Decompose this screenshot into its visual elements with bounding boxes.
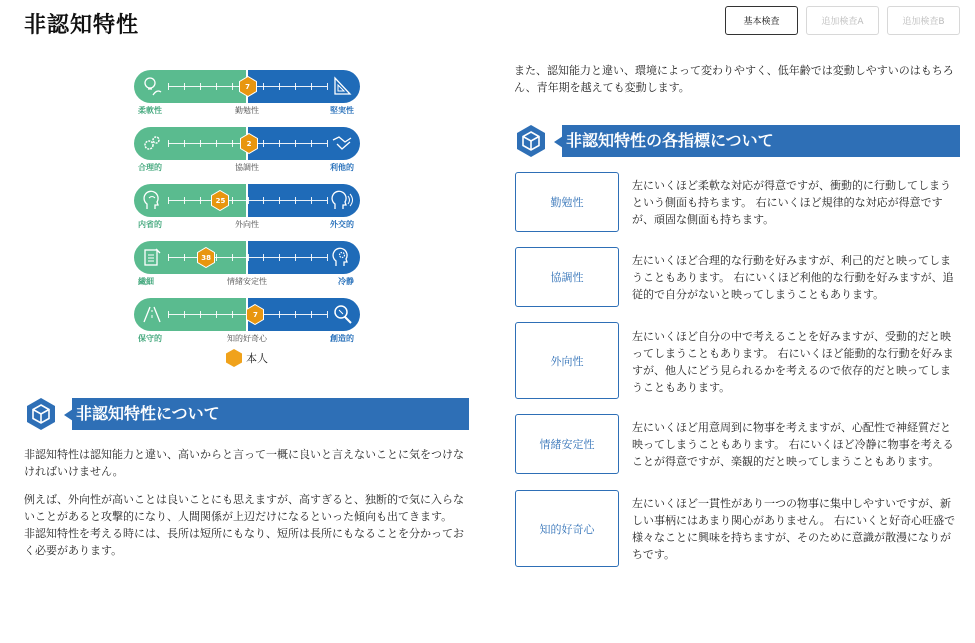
scale-left-label: 合理的 — [138, 163, 162, 172]
score-marker — [197, 247, 215, 268]
score-value: 7 — [245, 82, 250, 91]
scale-tick — [279, 311, 280, 318]
clipboard-checklist-icon — [141, 246, 163, 268]
scale-tick — [200, 140, 201, 147]
scale-tick — [295, 140, 296, 147]
scale-name: 情緒安定性 — [227, 277, 267, 286]
score-marker — [246, 304, 264, 325]
speaking-head-icon — [331, 189, 353, 211]
scale-tick — [327, 140, 328, 147]
page-title: 非認知特性 — [24, 13, 140, 38]
scale-tick — [263, 140, 264, 147]
cube-icon — [514, 124, 548, 158]
scale-tick — [311, 83, 312, 90]
scale-tick — [200, 197, 201, 204]
scale-tick — [216, 83, 217, 90]
scale-tick — [200, 83, 201, 90]
scale-tick — [279, 140, 280, 147]
scale-bar — [134, 298, 360, 331]
scale-tick — [327, 197, 328, 204]
about-paragraph-1: 非認知特性は認知能力と違い、高いからと言って一概に良いと言えないことに気をつけなければいけません。 — [24, 448, 464, 478]
scale-tick — [327, 311, 328, 318]
hexagon-marker-icon — [226, 349, 242, 367]
lightbulb-person-icon — [141, 75, 163, 97]
scale-right-label: 利他的 — [330, 163, 354, 172]
score-marker — [211, 190, 229, 211]
scale-name: 知的好奇心 — [227, 334, 267, 343]
scale-tick — [248, 197, 249, 204]
tab-additional-exam-b[interactable]: 追加検査B — [887, 6, 960, 35]
scale-tick — [216, 311, 217, 318]
index-label-intellectual-curiosity: 知的好奇心 — [515, 490, 619, 567]
scale-left-label: 繊細 — [138, 277, 154, 286]
about-paragraph-3: 非認知特性を考える時には、長所は短所にもなり、短所は長所にもなることを分かっておく必要があります。 — [24, 527, 464, 557]
scale-tick — [184, 83, 185, 90]
scale-bar — [134, 70, 360, 103]
scale-name: 協調性 — [235, 163, 259, 172]
cube-icon — [24, 397, 58, 431]
score-value: 25 — [215, 196, 226, 205]
scale-row — [134, 184, 362, 241]
intro-text: また、認知能力と違い、環境によって変わりやすく、低年齢では変動しやすいのはもちろん、青年期を越えても変動します。 — [514, 64, 954, 94]
scale-bar — [134, 127, 360, 160]
handshake-icon — [331, 132, 353, 154]
scale-tick — [295, 83, 296, 90]
scale-row — [134, 241, 362, 298]
scale-row — [134, 70, 362, 127]
scale-tick — [295, 254, 296, 261]
scale-tick — [295, 197, 296, 204]
score-marker — [239, 76, 257, 97]
about-section-header — [24, 397, 469, 431]
scale-tick — [311, 197, 312, 204]
scale-tick — [184, 197, 185, 204]
scale-left-label: 保守的 — [138, 334, 162, 343]
scale-tick — [232, 197, 233, 204]
score-value: 38 — [201, 253, 212, 262]
about-paragraph-2: 例えば、外向性が高いことは良いことにも思えますが、高すぎると、独断的で気に入らないことがあると攻撃的になり、人間関係が上辺だけになるといった傾向も出てきます。 — [24, 493, 464, 523]
scale-tick — [311, 311, 312, 318]
scale-tick — [184, 140, 185, 147]
scale-left-label: 柔軟性 — [138, 106, 162, 115]
scale-tick — [232, 83, 233, 90]
scale-tick — [184, 311, 185, 318]
about-section-title: 非認知特性について — [76, 404, 220, 423]
scale-tick — [263, 254, 264, 261]
gears-icon — [141, 132, 163, 154]
index-label-emotional-stability: 情緒安定性 — [515, 414, 619, 474]
scale-tick — [216, 254, 217, 261]
head-profile-icon — [141, 189, 163, 211]
scale-tick — [232, 140, 233, 147]
score-value: 7 — [253, 310, 258, 319]
head-gear-icon — [331, 246, 353, 268]
scale-tick — [263, 197, 264, 204]
scale-tick — [232, 254, 233, 261]
tab-additional-exam-a[interactable]: 追加検査A — [806, 6, 879, 35]
ruler-triangle-icon — [331, 75, 353, 97]
exam-tabs — [725, 6, 960, 35]
trait-scales — [134, 70, 362, 355]
index-label-extraversion: 外向性 — [515, 322, 619, 399]
scale-bar — [134, 241, 360, 274]
about-text — [24, 446, 470, 559]
index-label-cooperativeness: 協調性 — [515, 247, 619, 307]
scale-tick — [168, 197, 169, 204]
score-value: 2 — [246, 139, 252, 148]
scale-tick — [200, 311, 201, 318]
scale-tick — [168, 254, 169, 261]
scale-row — [134, 127, 362, 184]
scale-tick — [263, 83, 264, 90]
scale-right-label: 冷静 — [338, 277, 354, 286]
scale-name: 外向性 — [235, 220, 259, 229]
scale-row — [134, 298, 362, 355]
scale-name: 勤勉性 — [235, 106, 259, 115]
scale-tick — [311, 254, 312, 261]
scale-tick — [168, 140, 169, 147]
scale-bar — [134, 184, 360, 217]
index-desc-diligence: 左にいくほど柔軟な対応が得意ですが、衝動的に行動してしまうという側面も持ちます。 右にいくほど規律的な対応が得意ですが、頑固な側面も持ちます。 — [632, 179, 951, 226]
index-desc-cooperativeness: 左にいくほど合理的な行動を好みますが、利己的だと映ってしまうこともあります。 右にいくほど利他的な行動を好みますが、追従的で自分がないと映ってしまうこともあります。 — [632, 254, 954, 301]
scale-tick — [216, 140, 217, 147]
scale-right-label: 創造的 — [330, 334, 354, 343]
scale-tick — [248, 254, 249, 261]
scale-tick — [327, 254, 328, 261]
indices-section-title: 非認知特性の各指標について — [566, 131, 774, 150]
scale-right-label: 堅実性 — [330, 106, 354, 115]
tab-basic-exam[interactable]: 基本検査 — [725, 6, 798, 35]
index-label-diligence: 勤勉性 — [515, 172, 619, 232]
scale-tick — [184, 254, 185, 261]
scale-tick — [168, 83, 169, 90]
score-marker — [240, 133, 258, 154]
index-desc-intellectual-curiosity: 左にいくほど一貫性があり一つの物事に集中しやすいですが、新しい事柄にはあまり関心がありません。 右にいくと好奇心旺盛で様々なことに興味を持ちますが、そのために意識が散漫になりがちです。 — [632, 497, 956, 561]
scale-left-label: 内省的 — [138, 220, 162, 229]
index-desc-emotional-stability: 左にいくほど用意周到に物事を考えますが、心配性で神経質だと映ってしまうこともあります。 右にいくほど冷静に物事を考えることが得意ですが、楽観的だと映ってしまうこともあります。 — [632, 421, 954, 468]
scale-tick — [279, 254, 280, 261]
scale-tick — [232, 311, 233, 318]
road-icon — [141, 303, 163, 325]
scale-tick — [311, 140, 312, 147]
scale-tick — [168, 311, 169, 318]
indices-section-header — [514, 124, 960, 158]
legend — [226, 349, 268, 367]
magnifier-icon — [331, 303, 353, 325]
scale-tick — [279, 83, 280, 90]
scale-tick — [279, 197, 280, 204]
index-desc-extraversion: 左にいくほど自分の中で考えることを好みますが、受動的だと映ってしまうこともあります。 右にいくほど能動的な行動を好みますが、他人にどう見られるかを考えるので依存的だと映ってしまうこともあります。 — [632, 330, 954, 394]
scale-tick — [327, 83, 328, 90]
legend-label: 本人 — [246, 352, 268, 365]
scale-right-label: 外交的 — [330, 220, 354, 229]
scale-tick — [295, 311, 296, 318]
